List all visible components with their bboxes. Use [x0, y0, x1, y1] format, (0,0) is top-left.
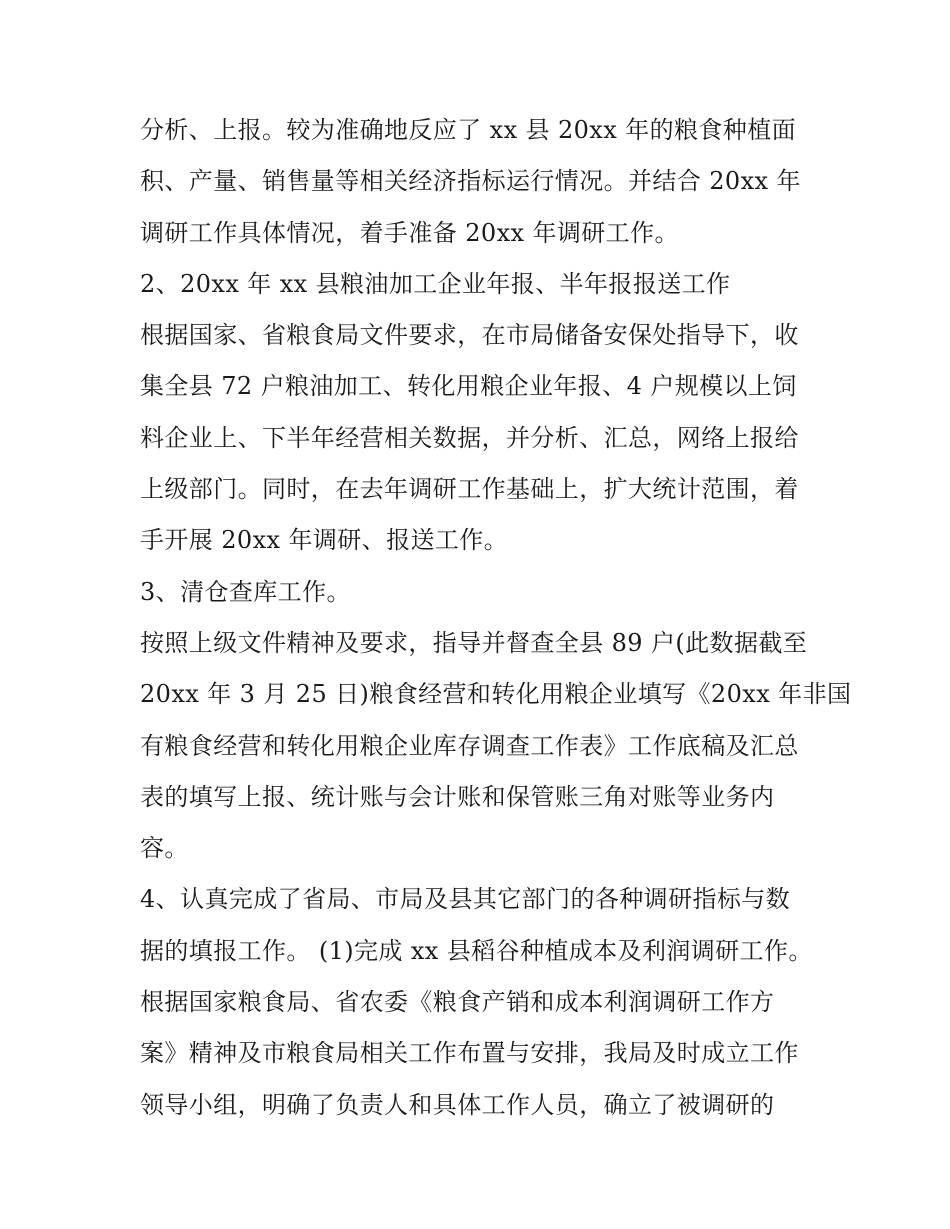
- text-line: 料企业上、下半年经营相关数据，并分析、汇总，网络上报给: [140, 423, 799, 452]
- text-line: 按照上级文件精神及要求，指导并督查全县 89 户(此数据截至: [140, 628, 808, 657]
- section-heading: 4、认真完成了省局、市局及县其它部门的各种调研指标与数: [140, 885, 791, 914]
- text-line: 集全县 72 户粮油加工、转化用粮企业年报、4 户规模以上饲: [140, 372, 797, 401]
- text-line: 积、产量、销售量等相关经济指标运行情况。并结合 20xx 年: [140, 167, 801, 196]
- text-line: 手开展 20xx 年调研、报送工作。: [140, 526, 509, 555]
- text-line: 有粮食经营和转化用粮企业库存调查工作表》工作底稿及汇总: [140, 731, 799, 760]
- text-line: 容。: [140, 834, 189, 863]
- text-line: 上级部门。同时，在去年调研工作基础上，扩大统计范围，着: [140, 475, 799, 504]
- document-body: [140, 105, 852, 1131]
- text-line: 20xx 年 3 月 25 日)粮食经营和转化用粮企业填写《20xx 年非国: [140, 680, 852, 709]
- text-line: 根据国家粮食局、省农委《粮食产销和成本利润调研工作方: [140, 988, 775, 1017]
- text-line: 分析、上报。较为准确地反应了 xx 县 20xx 年的粮食种植面: [140, 116, 796, 144]
- text-line: 表的填写上报、统计账与会计账和保管账三角对账等业务内: [140, 782, 775, 811]
- text-line: 领导小组，明确了负责人和具体工作人员，确立了被调研的: [140, 1090, 775, 1119]
- section-heading: 3、清仓查库工作。: [140, 577, 351, 606]
- text-line: 据的填报工作。 (1)完成 xx 县稻谷种植成本及利润调研工作。: [140, 936, 813, 965]
- text-line: 案》精神及市粮食局相关工作布置与安排，我局及时成立工作: [140, 1039, 799, 1068]
- text-line: 根据国家、省粮食局文件要求，在市局储备安保处指导下，收: [140, 321, 799, 350]
- section-heading: 2、20xx 年 xx 县粮油加工企业年报、半年报报送工作: [140, 269, 731, 298]
- text-line: 调研工作具体情况，着手准备 20xx 年调研工作。: [140, 218, 679, 247]
